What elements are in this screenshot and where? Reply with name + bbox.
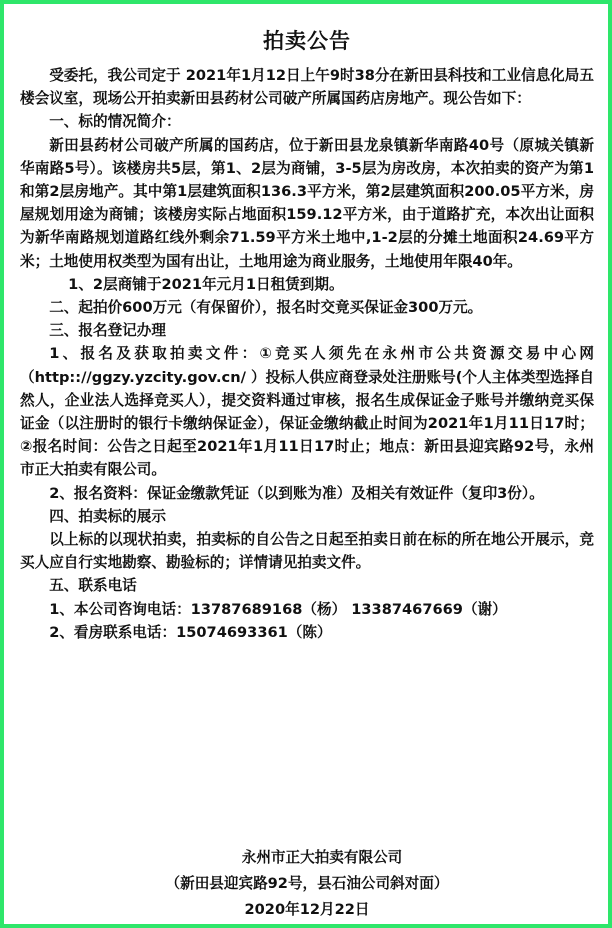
signature-address: （新田县迎宾路92号，县石油公司斜对面） <box>165 875 449 892</box>
section-1-body: 新田县药材公司破产所属的国药店，位于新田县龙泉镇新华南路40号（原城关镇新华南路5号）。该楼房共5层，第1、2层为商铺，3-5层为房改房，本次拍卖的资产为第1和第2层房地产。其中第1层建筑面积136.3平方米，第2层建筑面积200.05平方米，房屋规划用途为商铺；该楼房实际占地面积159.12平方米，由于道路扩充，本次出让面积为新华南路规划道路红线外剩余71.59平方米土地中,1-2层的分摊土地面积24.69平方米；土地使用权类型为国有出让，土地用途为商业服务，土地使用年限40年。 <box>20 136 594 270</box>
section-5-heading: 五、联系电话 <box>49 577 137 595</box>
signature-block <box>20 845 594 923</box>
section-2-paragraph: 二、起拍价600万元（有保留价），报名时交竟买保证金300万元。 <box>49 299 483 317</box>
section-1-heading: 一、标的情况简介： <box>49 113 181 131</box>
section-3-heading: 三、报名登记办理 <box>49 322 166 340</box>
section-4-heading: 四、拍卖标的展示 <box>49 507 166 525</box>
section-4-body: 以上标的以现状拍卖，拍卖标的自公告之日起至拍卖日前在标的所在地公开展示，竞买人应自行实地勘察、勘验标的；详情请见拍卖文件。 <box>20 531 594 572</box>
intro-paragraph: 受委托，我公司定于 2021年1月12日上午9时38分在新田县科技和工业信息化局五楼会议室，现场公开拍卖新田县药材公司破产所属国药店房地产。现公告如下： <box>20 67 594 108</box>
section-3-item-2: 2、报名资料：保证金缴款凭证（以到账为准）及相关有效证件（复印3份）。 <box>49 484 544 502</box>
section-3-item-1: 1、报名及获取拍卖文件：①竞买人须先在永州市公共资源交易中心网（http:://ggzy.yzcity.gov.cn/ ）投标人供应商登录处注册账号(个人主体类型选择自然人，企业法人选择竞买人），提交资料通过审核，报名生成保证金子账号并缴纳竞买保证金（以注册时的银行卡缴纳保证金），保证金缴纳截止时间为2021年1月11日17时；②报名时间：公告之日起至2021年1月11日17时止；地点：新田县迎宾路92号，永州市正大拍卖有限公司。 <box>20 345 594 479</box>
section-5-item-2: 2、看房联系电话：15074693361（陈） <box>49 623 332 641</box>
signature-date: 2020年12月22日 <box>244 901 370 918</box>
section-5-item-1: 1、本公司咨询电话：13787689168（杨） 13387467669（谢） <box>49 600 507 618</box>
section-1-note: 1、2层商铺于2021年元月1日租赁到期。 <box>68 275 344 293</box>
signature-company: 永州市正大拍卖有限公司 <box>241 849 403 866</box>
document-title: 拍卖公告 <box>263 29 351 53</box>
document-body <box>20 64 594 644</box>
